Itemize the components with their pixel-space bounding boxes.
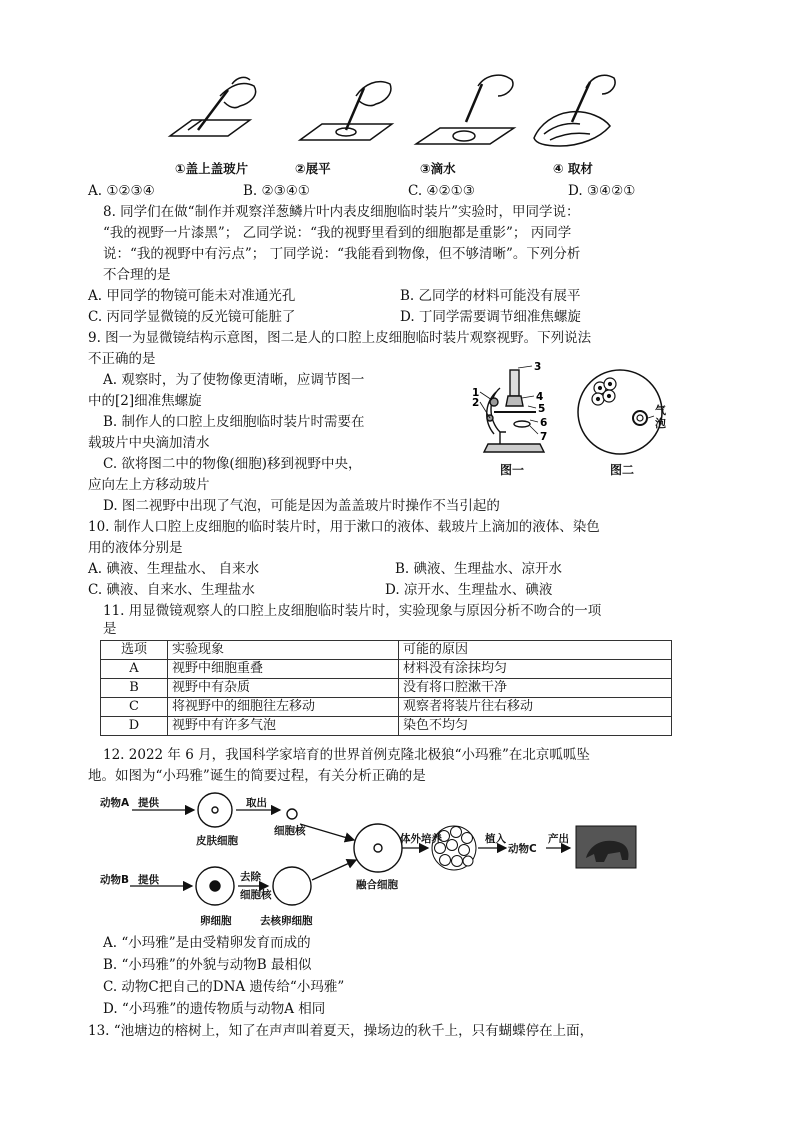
q7-caption-3: ③滴水 <box>420 161 456 176</box>
table-header-row <box>101 641 672 660</box>
table-cell: A <box>101 660 168 679</box>
q8-stem-line-1: 8. 同学们在做“制作并观察洋葱鳞片叶内表皮细胞临时装片”实验时，甲同学说： <box>103 204 580 220</box>
provide-b-label: 提供 <box>138 874 159 886</box>
q7-option-b: B. ②③④① <box>243 183 310 199</box>
fig1-label-6: 6 <box>540 417 548 429</box>
cover-slip-illustration <box>170 77 256 136</box>
table-cell: 视野中有杂质 <box>168 679 399 698</box>
q10-option-c: C. 碘液、自来水、生理盐水 <box>88 582 255 598</box>
skin-cell-label: 皮肤细胞 <box>196 835 238 847</box>
q7-option-d: D. ③④②① <box>568 183 636 199</box>
fig1-label-5: 5 <box>538 403 546 415</box>
table-cell: 染色不均匀 <box>399 717 672 736</box>
q11-table <box>100 640 672 736</box>
q10-stem-line-2: 用的液体分别是 <box>88 540 183 556</box>
q11-stem-line-2: 是 <box>103 621 117 637</box>
animal-a-label: 动物A <box>100 797 130 809</box>
fused-cell-label: 融合细胞 <box>356 879 398 891</box>
q9-option-c-line-1: C. 欲将图二中的物像(细胞)移到视野中央， <box>103 456 362 472</box>
q8-stem-line-3: 说：“我的视野中有污点”； 丁同学说：“我能看到物像，但不够清晰”。下列分析 <box>103 246 581 262</box>
spread-illustration <box>300 82 392 140</box>
q9-option-a-line-1: A. 观察时，为了使物像更清晰，应调节图一 <box>103 372 365 388</box>
q13-stem-line-1: 13. “池塘边的榕树上，知了在声声叫着夏天，操场边的秋千上，只有蝴蝶停在上面， <box>88 1023 594 1039</box>
bubble-label-1: 气 <box>655 404 666 417</box>
q7-figures <box>150 66 620 156</box>
fig1-label-7: 7 <box>540 431 548 443</box>
fig1-label-1: 1 <box>472 387 480 399</box>
q11-stem-line-1: 11. 用显微镜观察人的口腔上皮细胞临时装片时，实验现象与原因分析不吻合的一项 <box>103 603 602 619</box>
take-material-illustration <box>534 75 615 146</box>
q12-stem-line-2: 地。如图为“小玛雅”诞生的简要过程，有关分析正确的是 <box>88 768 426 784</box>
fig1-caption: 图一 <box>500 463 525 477</box>
table-row <box>101 679 672 698</box>
egg-cell-label: 卵细胞 <box>200 915 232 927</box>
q9-option-b-line-2: 载玻片中央滴加清水 <box>88 435 210 451</box>
table-row <box>101 717 672 736</box>
q7-caption-2: ②展平 <box>295 161 331 176</box>
enucleated-egg-label: 去核卵细胞 <box>260 915 313 927</box>
q12-option-c: C. 动物C把自己的DNA 遗传给“小玛雅” <box>103 979 345 995</box>
produce-label: 产出 <box>548 833 569 845</box>
q12-option-d: D. “小玛雅”的遗传物质与动物A 相同 <box>103 1001 326 1017</box>
table-cell: D <box>101 717 168 736</box>
provide-a-label: 提供 <box>138 797 159 809</box>
q9-option-b-line-1: B. 制作人的口腔上皮细胞临时装片时需要在 <box>103 414 365 430</box>
q7-caption-4: ④ 取材 <box>553 161 593 176</box>
q8-option-a: A. 甲同学的物镜可能未对准通光孔 <box>88 288 296 304</box>
q8-option-d: D. 丁同学需要调节细准焦螺旋 <box>400 309 581 325</box>
remove-label-2: 细胞核 <box>240 889 272 901</box>
q8-stem-line-2: “我的视野一片漆黑”； 乙同学说：“我的视野里看到的细胞都是重影”； 丙同学 <box>103 225 572 241</box>
q7-option-c: C. ④②①③ <box>408 183 475 199</box>
fig1-label-2: 2 <box>472 397 480 409</box>
q7-option-a: A. ①②③④ <box>88 183 155 199</box>
q8-option-b: B. 乙同学的材料可能没有展平 <box>400 288 581 304</box>
table-row <box>101 660 672 679</box>
animal-b-label: 动物B <box>100 874 130 886</box>
q10-option-a: A. 碘液、生理盐水、 自来水 <box>88 561 260 577</box>
take-out-label: 取出 <box>246 797 267 809</box>
q9-option-c-line-2: 应向左上方移动玻片 <box>88 477 210 493</box>
table-cell: C <box>101 698 168 717</box>
q7-caption-1: ①盖上盖玻片 <box>175 161 249 176</box>
q9-option-a-line-2: 中的[2]细准焦螺旋 <box>88 393 202 409</box>
q8-stem-line-4: 不合理的是 <box>103 267 171 283</box>
table-cell: 视野中有许多气泡 <box>168 717 399 736</box>
table-cell: 没有将口腔漱干净 <box>399 679 672 698</box>
drip-water-illustration <box>416 75 514 144</box>
animal-c-label: 动物C <box>508 843 537 855</box>
q10-stem-line-1: 10. 制作人口腔上皮细胞的临时装片时，用于漱口的液体、载玻片上滴加的液体、染色 <box>88 519 600 535</box>
q9-stem-line-1: 9. 图一为显微镜结构示意图，图二是人的口腔上皮细胞临时装片观察视野。下列说法 <box>88 330 592 346</box>
table-cell: 观察者将装片往右移动 <box>399 698 672 717</box>
q10-option-b: B. 碘液、生理盐水、凉开水 <box>395 561 563 577</box>
fig1-label-3: 3 <box>534 362 542 373</box>
q9-option-d: D. 图二视野中出现了气泡，可能是因为盖盖玻片时操作不当引起的 <box>103 498 500 514</box>
table-header-cell: 选项 <box>101 641 168 660</box>
table-cell: 视野中细胞重叠 <box>168 660 399 679</box>
bubble-label-2: 泡 <box>655 417 666 430</box>
culture-label: 体外培养 <box>400 833 442 845</box>
fig1-label-4: 4 <box>536 391 544 403</box>
table-row <box>101 698 672 717</box>
table-cell: 将视野中的细胞往左移动 <box>168 698 399 717</box>
table-header-cell: 可能的原因 <box>399 641 672 660</box>
q10-option-d: D. 凉开水、生理盐水、碘液 <box>385 582 553 598</box>
microscope-diagram <box>470 362 562 462</box>
cloning-process-diagram <box>100 788 660 930</box>
table-cell: 材料没有涂抹均匀 <box>399 660 672 679</box>
nucleus-label: 细胞核 <box>274 825 306 837</box>
table-cell: B <box>101 679 168 698</box>
q12-option-b: B. “小玛雅”的外貌与动物B 最相似 <box>103 957 312 973</box>
q12-stem-line-1: 12. 2022 年 6 月，我国科学家培育的世界首例克隆北极狼“小玛雅”在北京呱呱坠 <box>103 747 590 763</box>
remove-label-1: 去除 <box>240 871 261 883</box>
table-header-cell: 实验现象 <box>168 641 399 660</box>
q12-option-a: A. “小玛雅”是由受精卵发育而成的 <box>103 935 311 951</box>
fig2-caption: 图二 <box>610 463 635 477</box>
implant-label: 植入 <box>485 833 506 845</box>
q8-option-c: C. 丙同学显微镜的反光镜可能脏了 <box>88 309 296 325</box>
q9-stem-line-2: 不正确的是 <box>88 351 156 367</box>
